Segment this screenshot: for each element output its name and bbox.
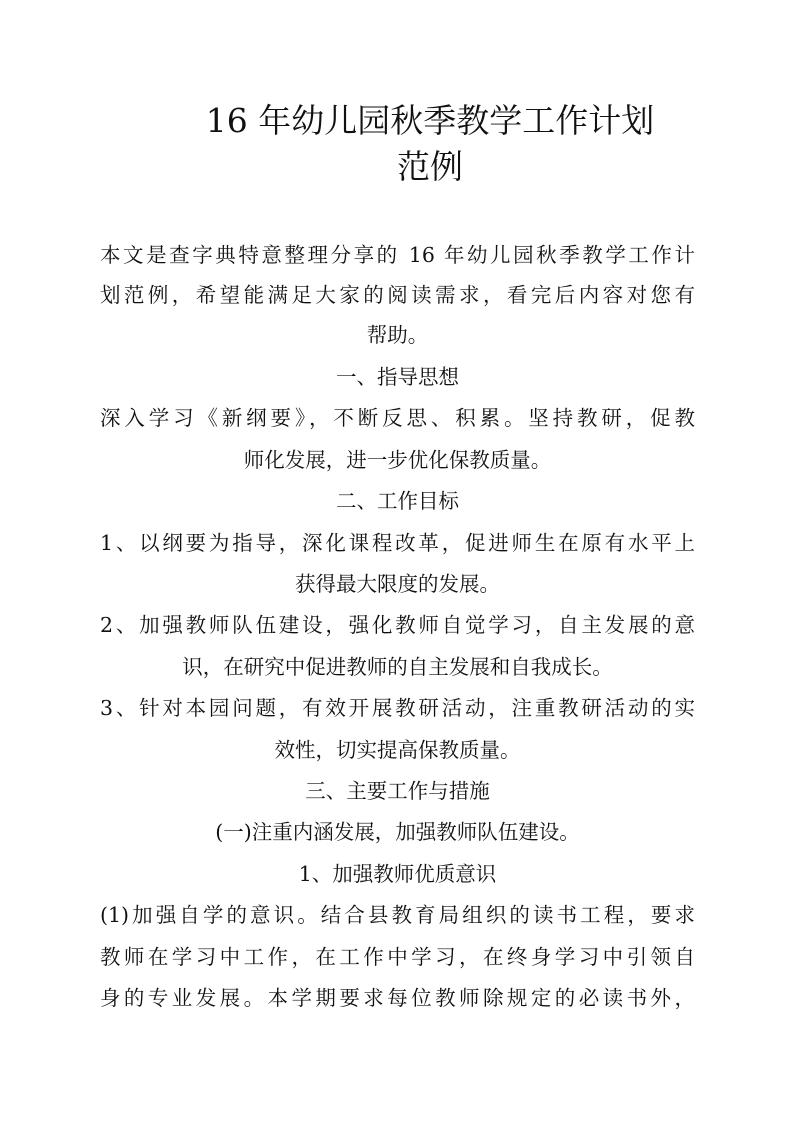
section1-line-1: 深入学习《新纲要》，不断反思、积累。坚持教研，促教 — [100, 406, 695, 430]
goal1-line-2: 获得最大限度的发展。 — [295, 572, 500, 596]
intro-line-2: 划范例，希望能满足大家的阅读需求，看完后内容对您有 — [100, 283, 695, 307]
goal2-line-1: 2、加强教师队伍建设，强化教师自觉学习，自主发展的意 — [100, 613, 695, 637]
section-heading-main-work: 三、主要工作与措施 — [305, 779, 490, 803]
item1-line-3: 身的专业发展。本学期要求每位教师除规定的必读书外， — [100, 986, 695, 1010]
goal2-line-2: 识，在研究中促进教师的自主发展和自我成长。 — [182, 655, 613, 679]
item-heading-1: 1、加强教师优质意识 — [298, 862, 497, 886]
document-title-line-2: 范例 — [397, 147, 463, 186]
subsection-heading-1: (一)注重内涵发展，加强教师队伍建设。 — [215, 820, 580, 844]
intro-line-3: 帮助。 — [366, 323, 429, 347]
section1-line-2: 师化发展，进一步优化保教质量。 — [243, 448, 552, 472]
item1-line-2: 教师在学习中工作，在工作中学习，在终身学习中引领自 — [100, 945, 695, 969]
goal3-line-1: 3、针对本园问题，有效开展教研活动，注重教研活动的实 — [100, 696, 695, 720]
section-heading-guiding-thought: 一、指导思想 — [336, 365, 459, 389]
document-title-line-1: 16 年幼儿园秋季教学工作计划 — [205, 101, 655, 140]
item1-line-1: (1)加强自学的意识。结合县教育局组织的读书工程，要求 — [100, 903, 695, 927]
intro-line-1: 本文是查字典特意整理分享的 16 年幼儿园秋季教学工作计 — [100, 243, 695, 267]
goal3-line-2: 效性，切实提高保教质量。 — [274, 738, 521, 762]
section-heading-work-goals: 二、工作目标 — [336, 489, 459, 513]
goal1-line-1: 1、以纲要为指导，深化课程改革，促进师生在原有水平上 — [100, 531, 695, 555]
